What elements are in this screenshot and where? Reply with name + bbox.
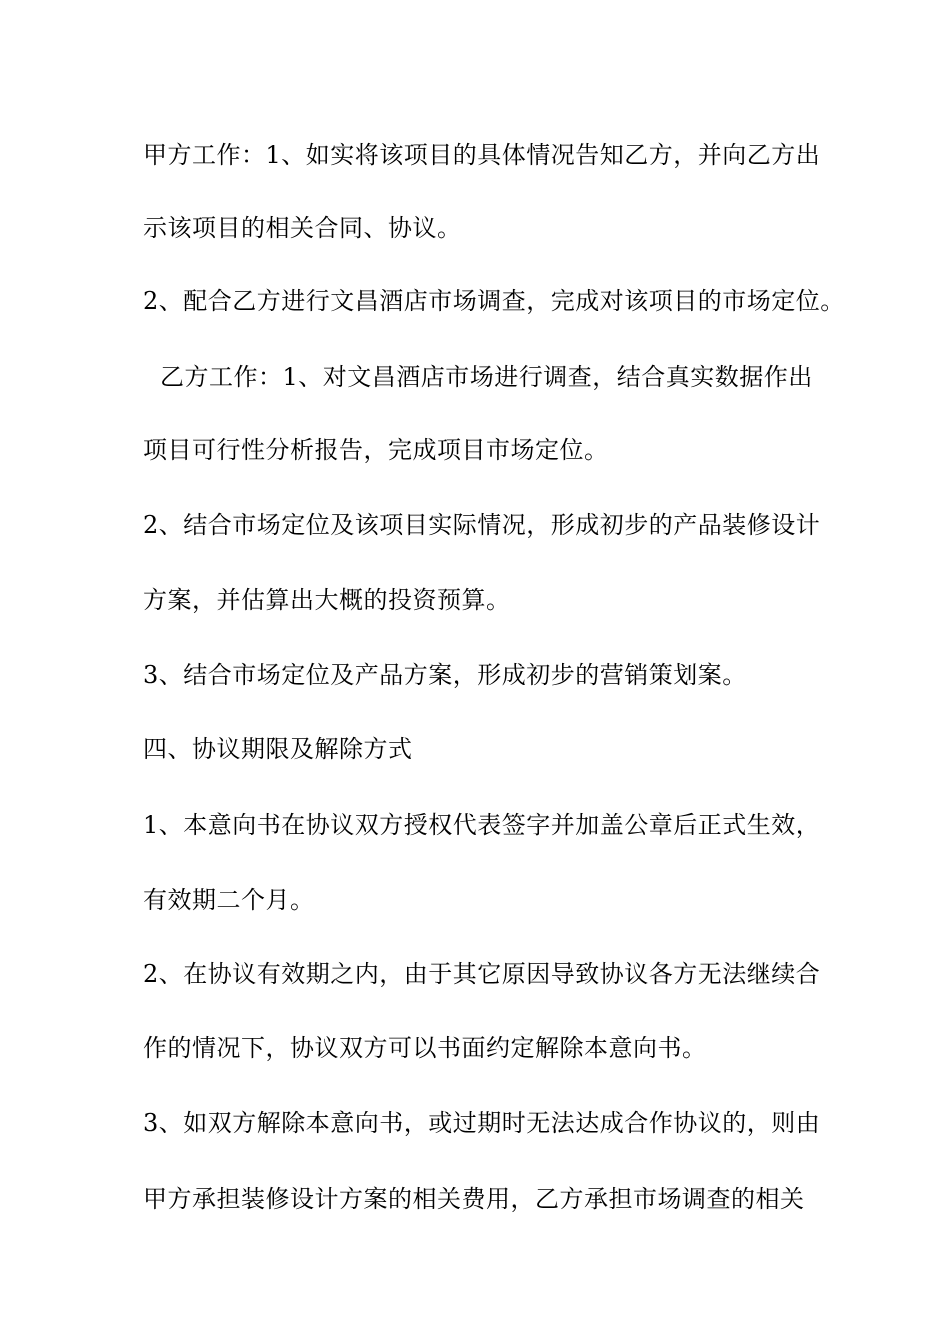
text-line: 3、如双方解除本意向书，或过期时无法达成合作协议的，则由 bbox=[143, 1109, 821, 1137]
section-heading: 四、协议期限及解除方式 bbox=[143, 735, 413, 763]
text-line: 2、在协议有效期之内，由于其它原因导致协议各方无法继续合 bbox=[143, 960, 821, 988]
text-line: 作的情况下，协议双方可以书面约定解除本意向书。 bbox=[143, 1034, 707, 1062]
text-line: 乙方工作：1、对文昌酒店市场进行调查，结合真实数据作出 bbox=[160, 363, 813, 391]
text-line: 2、结合市场定位及该项目实际情况，形成初步的产品装修设计 bbox=[143, 511, 821, 539]
text-line: 1、本意向书在协议双方授权代表签字并加盖公章后正式生效， bbox=[143, 811, 821, 839]
text-line: 方案，并估算出大概的投资预算。 bbox=[143, 586, 511, 614]
text-line: 项目可行性分析报告，完成项目市场定位。 bbox=[143, 436, 609, 464]
text-line: 有效期二个月。 bbox=[143, 886, 315, 914]
text-line: 甲方承担装修设计方案的相关费用，乙方承担市场调查的相关 bbox=[143, 1185, 805, 1213]
text-line: 2、配合乙方进行文昌酒店市场调查，完成对该项目的市场定位。 bbox=[143, 287, 845, 315]
text-line: 甲方工作：1、如实将该项目的具体情况告知乙方，并向乙方出 bbox=[143, 141, 821, 169]
text-line: 示该项目的相关合同、协议。 bbox=[143, 214, 462, 242]
text-line: 3、结合市场定位及产品方案，形成初步的营销策划案。 bbox=[143, 661, 747, 689]
